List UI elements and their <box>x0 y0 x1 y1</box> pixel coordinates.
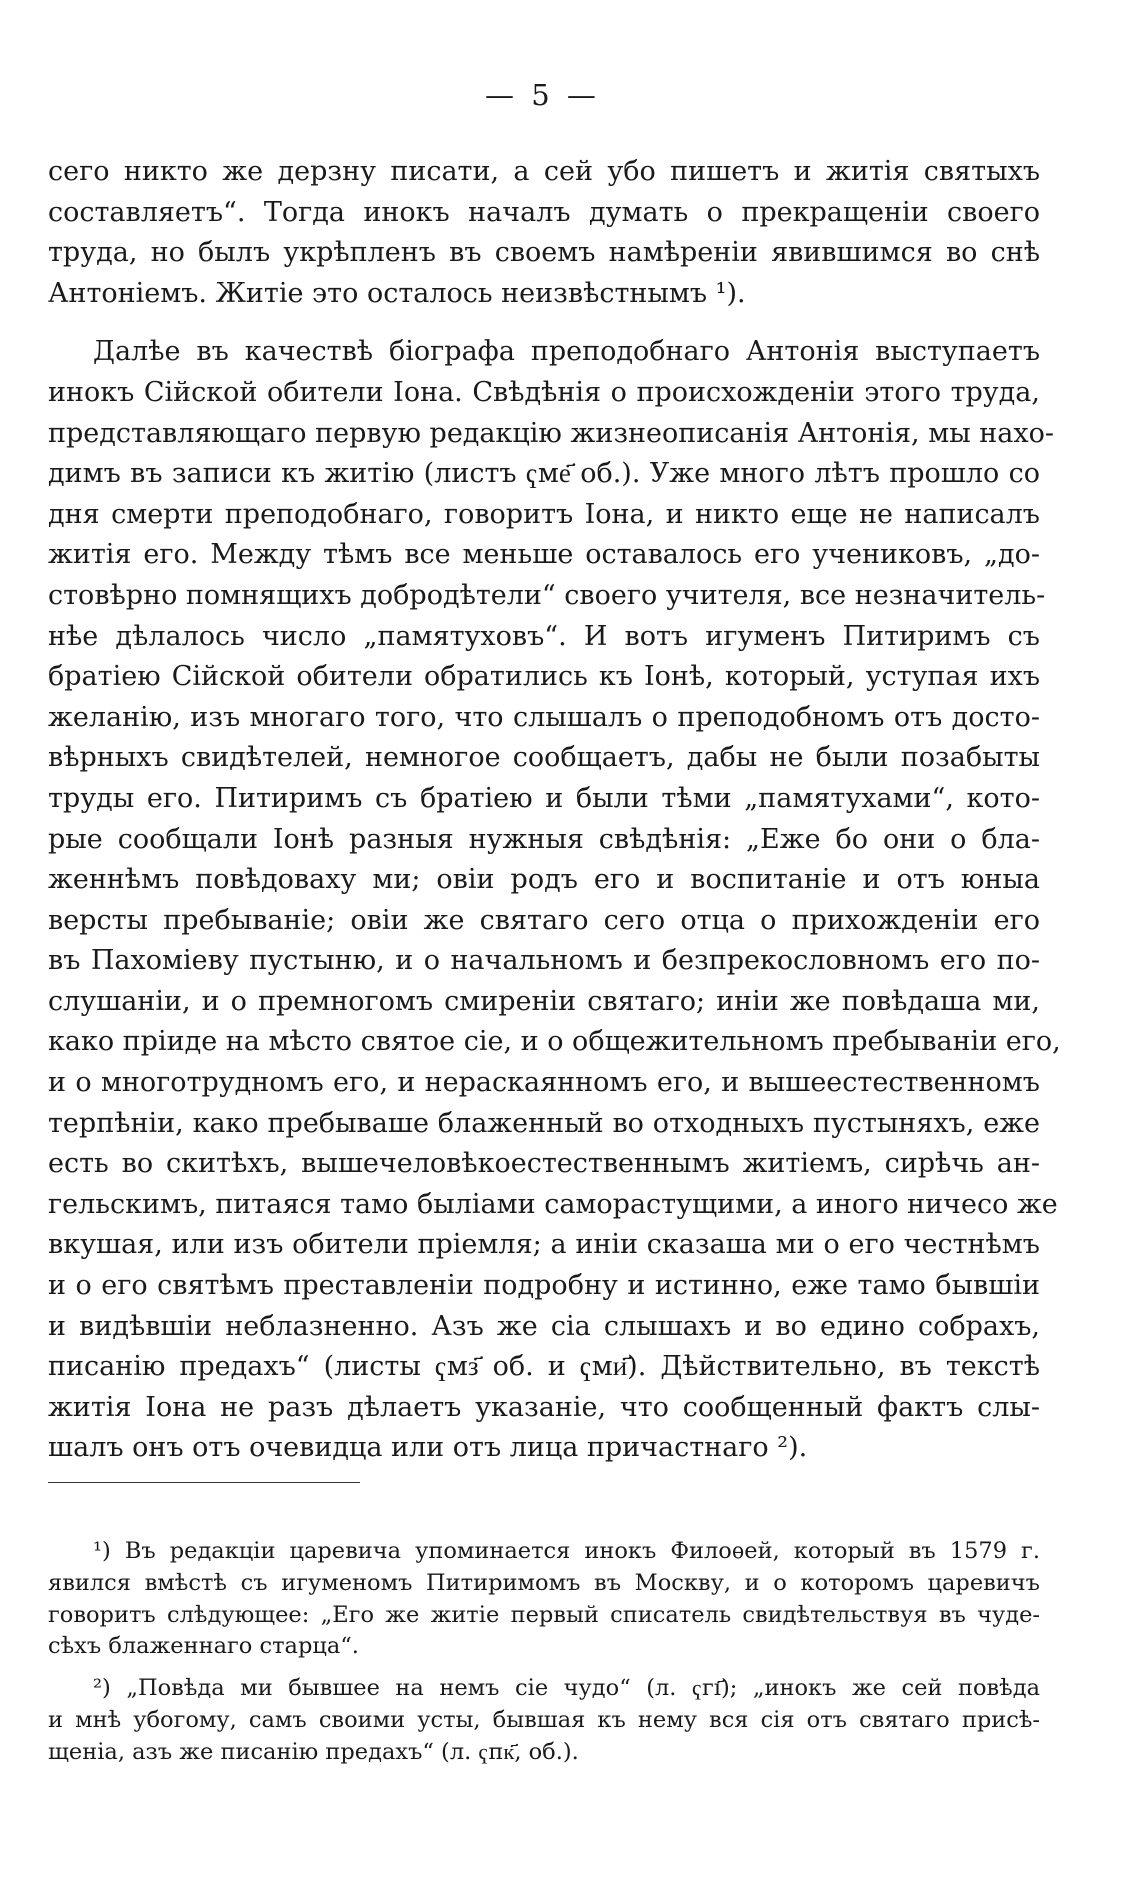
footnote-2 <box>48 1673 1040 1768</box>
text-line: рые сообщали Іонѣ разныя нужныя свѣдѣнія: „Еже бо они о бла- <box>48 823 1040 855</box>
footnote-line: щеніа, азъ же писанію предахъ“ (л. ҁпк҃, об.). <box>48 1738 579 1765</box>
text-line: гельскимъ, питаяся тамо быліами саморастущими, а иного ничесо же <box>48 1188 1058 1220</box>
footnote-line: явился вмѣстѣ съ игуменомъ Питиримомъ въ Москву, и о которомъ царевичъ <box>48 1569 1040 1596</box>
text-line: инокъ Сійской обители Іона. Свѣдѣнія о происхожденіи этого труда, <box>48 376 1040 408</box>
text-line: вкушая, или изъ обители пріемля; а иніи сказаша ми о его честнѣмъ <box>48 1229 1040 1261</box>
footnote-line: сѣхъ блаженнаго старца“. <box>48 1633 359 1660</box>
text-line: стовѣрно помнящихъ добродѣтели“ своего учителя, все незначитель- <box>48 579 1046 611</box>
page-number: — 5 — <box>485 78 600 112</box>
text-line: вѣрныхъ свидѣтелей, немногое сообщаетъ, дабы не были позабыты <box>48 742 1040 774</box>
text-line: и о его святѣмъ преставленіи подробну и истинно, еже тамо бывшіи <box>48 1270 1040 1302</box>
main-text <box>48 152 1061 1469</box>
text-line: Далѣе въ качествѣ біографа преподобнаго Антонія выступаетъ <box>93 336 1040 368</box>
text-line: составляетъ“. Тогда инокъ началъ думать о прекращеніи своего <box>48 196 1040 228</box>
footnote-line: ²) „Повѣда ми бывшее на немъ сіе чудо“ (л. ҁгı҃); „инокъ же сей повѣда <box>93 1675 1040 1702</box>
text-line: труда, но былъ укрѣпленъ въ своемъ намѣреніи явившимся во снѣ <box>48 237 1040 269</box>
text-line: димъ въ записи къ житію (листъ ҁме҃ об.). Уже много лѣтъ прошло со <box>48 458 1040 490</box>
text-line: представляющаго первую редакцію жизнеописанія Антонія, мы нахо- <box>48 417 1054 449</box>
text-line: житія Іона не разъ дѣлаетъ указаніе, что сообщенный фактъ слы- <box>48 1391 1040 1423</box>
text-line: есть во скитѣхъ, вышечеловѣкоестественнымъ житіемъ, сирѣчь ан- <box>48 1148 1040 1180</box>
paragraph-2 <box>48 332 1061 1469</box>
text-line: версты пребываніе; овіи же святаго сего отца о прихожденіи его <box>48 904 1040 936</box>
text-line: дня смерти преподобнаго, говоритъ Іона, и никто еще не написалъ <box>48 498 1040 530</box>
text-line: сего никто же дерзну писати, а сей убо пишетъ и житія святыхъ <box>48 156 1040 187</box>
text-line: въ Пахоміеву пустыню, и о начальномъ и безпрекословномъ его по- <box>48 945 1040 977</box>
text-line: и видѣвшіи неблазненно. Азъ же сіа слышахъ и во едино собрахъ, <box>48 1310 1040 1342</box>
text-line: Антоніемъ. Житіе это осталось неизвѣстнымъ ¹). <box>48 277 746 309</box>
footnote-divider <box>48 1482 360 1483</box>
footnote-line: ¹) Въ редакціи царевича упоминается инокъ Филоѳей, который въ 1579 г. <box>93 1538 1040 1564</box>
footnote-1 <box>48 1536 1040 1663</box>
footnote-line: говоритъ слѣдующее: „Его же житіе первый списатель свидѣтельствуя въ чуде- <box>48 1601 1040 1628</box>
footnote-line: и мнѣ убогому, самъ своими усты, бывшая къ нему вся сія отъ святаго присѣ- <box>48 1706 1040 1733</box>
text-line: шалъ онъ отъ очевидца или отъ лица причастнаго ²). <box>48 1432 808 1464</box>
text-line: труды его. Питиримъ съ братіею и были тѣми „памятухами“, кото- <box>48 782 1040 814</box>
paragraph-1 <box>48 152 1040 314</box>
text-line: братіею Сійской обители обратились къ Іонѣ, который, уступая ихъ <box>48 661 1040 693</box>
text-line: нѣе дѣлалось число „памятуховъ“. И вотъ игуменъ Питиримъ съ <box>48 620 1040 652</box>
text-line: слушаніи, и о премногомъ смиреніи святаго; иніи же повѣдаша ми, <box>48 985 1040 1017</box>
text-line: и о многотрудномъ его, и нераскаянномъ его, и вышеестественномъ <box>48 1067 1040 1099</box>
text-line: житія его. Между тѣмъ все меньше оставалось его учениковъ, „до- <box>48 539 1040 571</box>
text-line: желанію, изъ многаго того, что слышалъ о преподобномъ отъ досто- <box>48 701 1040 733</box>
text-line: женнѣмъ повѣдоваху ми; овіи родъ его и воспитаніе и отъ юныа <box>48 864 1040 896</box>
text-line: како пріиде на мѣсто святое сіе, и о общежительномъ пребываніи его, <box>48 1026 1061 1058</box>
text-line: писанію предахъ“ (листы ҁмз҃ об. и ҁми҃). Дѣйствительно, въ текстѣ <box>48 1351 1040 1383</box>
footnotes <box>48 1536 1040 1769</box>
text-line: терпѣніи, како пребываше блаженный во отходныхъ пустыняхъ, еже <box>48 1107 1040 1139</box>
